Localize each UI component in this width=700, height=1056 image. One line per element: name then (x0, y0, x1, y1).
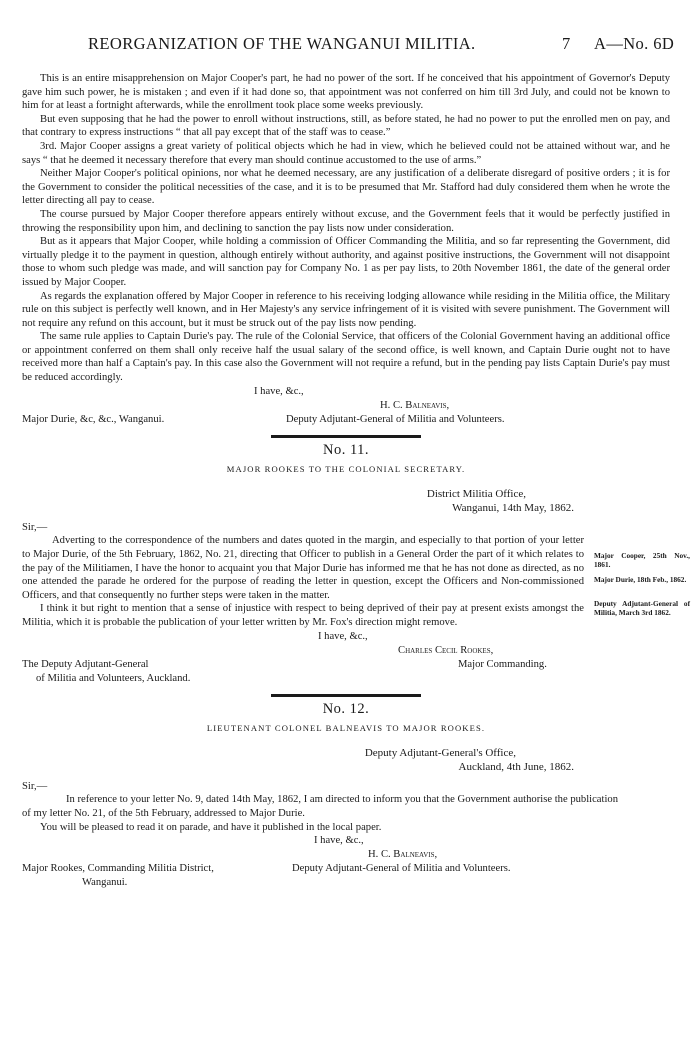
paragraph: But even supposing that he had the power to enroll without instructions, still, as before stated, he had no power to put the enrolled men on pay, and that contrary to express instructions “ that all pay except that of the staff was to cease.” (22, 113, 670, 139)
letter-balneavis-to-durie (22, 72, 670, 427)
address-line: Auckland, 4th June, 1862. (458, 760, 574, 773)
salutation: Sir,— (22, 521, 48, 533)
paragraph: As regards the explanation offered by Major Cooper in reference to his receiving lodging allowance while residing in the Militia office, the Military rule on this subject is perfectly well known, and in Her Majesty's any service infringement of it is visited with severe punishment. The Government will not require any refund on this account, but it must be struck out of the pay lists now pending. (22, 290, 670, 329)
letter-balneavis-to-rookes (22, 700, 670, 891)
signature: H. C. Balneavis, (368, 849, 438, 861)
paragraph: In reference to your letter No. 9, dated 14th May, 1862, I am directed to inform you that the Government authorise the publication of my letter No. 21, of the 5th February, addressed to Major Durie. (22, 794, 618, 819)
margin-note: Major Cooper, 25th Nov., 1861. (594, 550, 690, 570)
addressee: Major Rookes, Commanding Militia District, (22, 863, 214, 875)
addressee: of Militia and Volunteers, Auckland. (36, 672, 191, 684)
signer-title: Deputy Adjutant-General of Militia and Volunteers. (292, 863, 511, 875)
letter-subhead: LIEUTENANT COLONEL BALNEAVIS TO MAJOR ROOKES. (206, 723, 486, 734)
paragraph: But as it appears that Major Cooper, while holding a commission of Officer Commanding the Militia, and so far representing the Government, did virtually pledge it to the payment in question, although entirely without authority, and against positive instructions, the Government will not disappoint those to whom such pledge was made, and will sanction pay for Company No. 1 as per pay lists, to 20th November 1861, the date of the general order issued by Major Cooper. (22, 236, 670, 288)
document-reference: A—No. 6D (594, 34, 675, 53)
closing: I have, &c., (314, 835, 364, 847)
address-line: Deputy Adjutant-General's Office, (364, 746, 516, 759)
page-number: 7 (562, 34, 571, 53)
signer-title: Major Commanding. (458, 658, 547, 670)
letter-rookes-to-colonial-secretary (22, 441, 690, 686)
signature: Charles Cecil Rookes, (398, 644, 494, 656)
paragraph: Adverting to the correspondence of the numbers and dates quoted in the margin, and especially to that portion of your letter to Major Durie, of the 5th February, 1862, No. 21, directing that Officer to publish in a General Order the part of it which relates to the pay of the Militiamen, I have the honor to acquaint you that Major Durie has informed me that he has not done as directed, as no one attended the parade he ordered for the purpose of reading the letter in question, except the Officers and Non-commissioned Officers, and that consequently no further steps were taken in the matter. (22, 535, 584, 601)
address-line: District Militia Office, (426, 487, 526, 500)
paragraph: This is an entire misapprehension on Major Cooper's part, he had no power of the sort. If he conceived that his appointment of Governor's Deputy gave him such power, he is mistaken ; and even if it had done so, that appointment was not conferred on him till 3rd July, and could not be known to him for at least a fortnight afterwards, while the enrollment took place some weeks previously. (22, 73, 670, 112)
paragraph: The course pursued by Major Cooper therefore appears entirely without excuse, and the Government feels that it would be perfectly justified in throwing the responsibility upon him, and declining to sanction the pay lists now under consideration. (22, 208, 670, 234)
sender-address (22, 746, 670, 774)
paragraph: Neither Major Cooper's political opinions, nor what he deemed necessary, are any justification of a deliberate disregard of positive orders ; it is for the Government to consider the political necessities of the case, and it is to be presumed that Mr. Stafford had duly considered them when he wrote the letter directing all pay to cease. (22, 168, 670, 207)
sender-address (22, 487, 670, 515)
page-header (0, 34, 700, 58)
paragraph: 3rd. Major Cooper assigns a great variety of political objects which he had in view, which he believed could not be attained without war, and he says “ that he deemed it necessary therefore that every man should continue accustomed to the use of arms.” (22, 140, 670, 166)
letter-subhead: MAJOR ROOKES TO THE COLONIAL SECRETARY. (226, 464, 466, 475)
addressee: Wanganui. (82, 877, 128, 889)
closing: I have, &c., (318, 630, 368, 642)
page-body (22, 72, 690, 890)
paragraph: I think it but right to mention that a sense of injustice with respect to being deprived of their pay at present exists amongst the Militia, which it is probable the publication of your letter written by Mr. Fox's direction might remove. (22, 603, 584, 628)
address-line: Wanganui, 14th May, 1862. (452, 501, 574, 514)
letter-number: No. 11. (322, 441, 370, 458)
signature: H. C. Balneavis, (380, 399, 450, 411)
paragraph: You will be pleased to read it on parade, and have it published in the local paper. (40, 821, 382, 833)
margin-note: Major Durie, 18th Feb., 1862. (594, 574, 687, 584)
section-divider (271, 435, 421, 438)
paragraph: The same rule applies to Captain Durie's pay. The rule of the Colonial Service, that officers of the Colonial Government having an additional office or appointment conferred on them shall only receive half the usual salary of the second office, is well known, and Captain Durie ought not to have received more than half a Captain's pay. In this case also the Government will not require a refund, but in the pending pay lists Captain Durie's pay must be reduced accordingly. (22, 331, 670, 384)
addressee: Major Durie, &c, &c., Wanganui. (22, 413, 165, 425)
closing: I have, &c., (254, 385, 304, 397)
signer-title: Deputy Adjutant-General of Militia and Volunteers. (286, 413, 505, 425)
salutation: Sir,— (22, 780, 48, 792)
margin-note: Deputy Adjutant-General of Militia, March 3rd 1862. (594, 598, 690, 618)
section-divider (271, 694, 421, 697)
addressee: The Deputy Adjutant-General (22, 658, 149, 670)
running-title: REORGANIZATION OF THE WANGANUI MILITIA. (88, 34, 476, 53)
letter-number: No. 12. (322, 700, 370, 717)
